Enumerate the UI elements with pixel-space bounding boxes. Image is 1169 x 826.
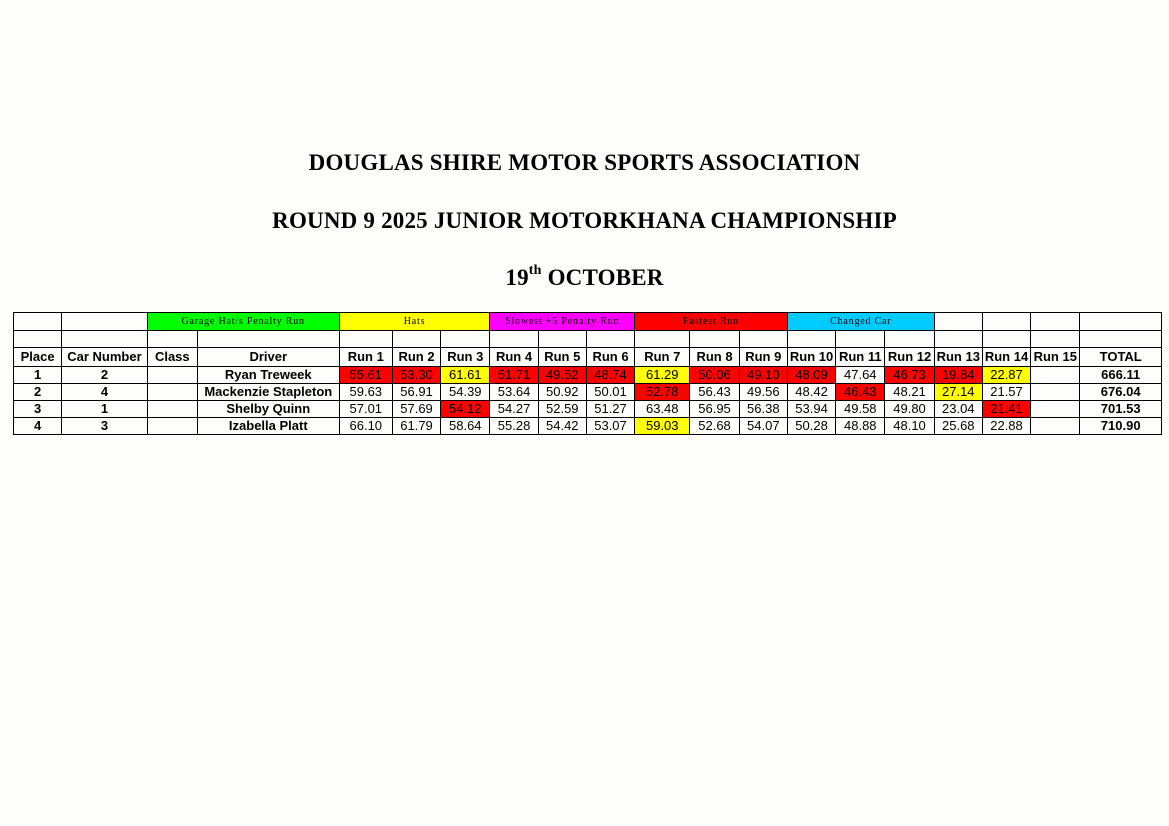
spacer-cell <box>836 331 885 348</box>
run-time-cell: 50.06 <box>690 367 739 384</box>
table-row <box>14 384 1162 401</box>
column-header: Class <box>147 348 197 367</box>
run-time-cell: 53.64 <box>490 384 538 401</box>
run-time-cell: 50.92 <box>538 384 586 401</box>
place-cell: 1 <box>14 367 62 384</box>
spacer-cell <box>197 331 339 348</box>
place-cell: 4 <box>14 418 62 435</box>
driver-cell: Shelby Quinn <box>197 401 339 418</box>
legend-empty-cell <box>1031 313 1080 331</box>
spacer-cell <box>538 331 586 348</box>
run-time-cell: 57.69 <box>392 401 440 418</box>
run-time-cell: 54.39 <box>441 384 490 401</box>
run-time-cell: 66.10 <box>339 418 392 435</box>
car-number-cell: 3 <box>62 418 147 435</box>
spacer-row <box>14 331 1162 348</box>
column-header: Car Number <box>62 348 147 367</box>
column-header: Run 2 <box>392 348 440 367</box>
car-number-cell: 1 <box>62 401 147 418</box>
run-time-cell: 23.04 <box>934 401 982 418</box>
run-time-cell: 48.10 <box>885 418 934 435</box>
run-time-cell: 21.57 <box>982 384 1030 401</box>
spacer-cell <box>739 331 787 348</box>
column-header: Run 9 <box>739 348 787 367</box>
legend-fastest-run: Fastest Run <box>635 313 788 331</box>
column-header: Run 7 <box>635 348 690 367</box>
run-time-cell: 50.01 <box>586 384 634 401</box>
run-time-cell: 56.95 <box>690 401 739 418</box>
run-time-cell: 61.79 <box>392 418 440 435</box>
run-time-cell: 48.42 <box>787 384 835 401</box>
car-number-cell: 4 <box>62 384 147 401</box>
run-time-cell: 56.91 <box>392 384 440 401</box>
run-time-cell <box>1031 401 1080 418</box>
championship-title: ROUND 9 2025 JUNIOR MOTORKHANA CHAMPIONSHIP <box>272 208 897 233</box>
spacer-cell <box>490 331 538 348</box>
run-time-cell: 54.42 <box>538 418 586 435</box>
run-time-cell: 50.28 <box>787 418 835 435</box>
date-month: OCTOBER <box>547 265 664 290</box>
place-cell: 3 <box>14 401 62 418</box>
run-time-cell: 59.63 <box>339 384 392 401</box>
run-time-cell: 56.38 <box>739 401 787 418</box>
run-time-cell: 48.74 <box>586 367 634 384</box>
class-cell <box>147 367 197 384</box>
table-row <box>14 367 1162 384</box>
class-cell <box>147 401 197 418</box>
run-time-cell: 53.94 <box>787 401 835 418</box>
driver-cell: Izabella Platt <box>197 418 339 435</box>
run-time-cell: 56.43 <box>690 384 739 401</box>
legend-changed-car: Changed Car <box>787 313 934 331</box>
run-time-cell: 53.07 <box>586 418 634 435</box>
run-time-cell: 19.84 <box>934 367 982 384</box>
place-cell: 2 <box>14 384 62 401</box>
run-time-cell: 54.07 <box>739 418 787 435</box>
table-row <box>14 401 1162 418</box>
run-time-cell: 48.09 <box>787 367 835 384</box>
legend-garage-hat-penalty: Garage Hat/s Penalty Run <box>147 313 339 331</box>
column-header: Place <box>14 348 62 367</box>
run-time-cell: 58.64 <box>441 418 490 435</box>
class-cell <box>147 418 197 435</box>
spacer-cell <box>147 331 197 348</box>
run-time-cell: 55.61 <box>339 367 392 384</box>
run-time-cell: 52.68 <box>690 418 739 435</box>
run-time-cell: 63.48 <box>635 401 690 418</box>
column-header: Run 6 <box>586 348 634 367</box>
spacer-cell <box>586 331 634 348</box>
run-time-cell: 54.27 <box>490 401 538 418</box>
run-time-cell <box>1031 384 1080 401</box>
car-number-cell: 2 <box>62 367 147 384</box>
run-time-cell: 52.59 <box>538 401 586 418</box>
association-title: DOUGLAS SHIRE MOTOR SPORTS ASSOCIATION <box>308 150 861 175</box>
driver-cell: Mackenzie Stapleton <box>197 384 339 401</box>
spacer-cell <box>1080 331 1162 348</box>
total-cell: 666.11 <box>1080 367 1162 384</box>
spacer-cell <box>392 331 440 348</box>
run-time-cell: 48.88 <box>836 418 885 435</box>
run-time-cell: 46.43 <box>836 384 885 401</box>
spacer-cell <box>339 331 392 348</box>
column-header: Run 12 <box>885 348 934 367</box>
run-time-cell: 49.58 <box>836 401 885 418</box>
legend-row <box>14 313 1162 331</box>
run-time-cell: 22.88 <box>982 418 1030 435</box>
spacer-cell <box>1031 331 1080 348</box>
run-time-cell: 51.27 <box>586 401 634 418</box>
column-header: Run 13 <box>934 348 982 367</box>
run-time-cell: 57.01 <box>339 401 392 418</box>
driver-cell: Ryan Treweek <box>197 367 339 384</box>
total-cell: 676.04 <box>1080 384 1162 401</box>
total-cell: 701.53 <box>1080 401 1162 418</box>
legend-empty-cell <box>62 313 147 331</box>
column-header: Run 11 <box>836 348 885 367</box>
column-header: Run 5 <box>538 348 586 367</box>
date-day: 19 <box>505 265 529 290</box>
results-table <box>13 312 1162 435</box>
run-time-cell: 49.56 <box>739 384 787 401</box>
run-time-cell: 21.41 <box>982 401 1030 418</box>
run-time-cell: 55.28 <box>490 418 538 435</box>
column-header: Run 1 <box>339 348 392 367</box>
class-cell <box>147 384 197 401</box>
spacer-cell <box>885 331 934 348</box>
spacer-cell <box>441 331 490 348</box>
run-time-cell: 46.73 <box>885 367 934 384</box>
run-time-cell: 49.52 <box>538 367 586 384</box>
run-time-cell: 53.30 <box>392 367 440 384</box>
header-row <box>14 348 1162 367</box>
run-time-cell: 51.71 <box>490 367 538 384</box>
event-date <box>0 265 1169 291</box>
spacer-cell <box>62 331 147 348</box>
spacer-cell <box>690 331 739 348</box>
column-header: Run 3 <box>441 348 490 367</box>
total-cell: 710.90 <box>1080 418 1162 435</box>
legend-hats: Hats <box>339 313 490 331</box>
run-time-cell <box>1031 367 1080 384</box>
run-time-cell: 54.12 <box>441 401 490 418</box>
date-suffix: th <box>528 263 542 278</box>
run-time-cell: 27.14 <box>934 384 982 401</box>
spacer-cell <box>635 331 690 348</box>
table-row <box>14 418 1162 435</box>
column-header: Run 8 <box>690 348 739 367</box>
spacer-cell <box>787 331 835 348</box>
legend-empty-cell <box>1080 313 1162 331</box>
run-time-cell: 61.29 <box>635 367 690 384</box>
spacer-cell <box>982 331 1030 348</box>
run-time-cell: 49.10 <box>739 367 787 384</box>
spacer-cell <box>14 331 62 348</box>
run-time-cell: 61.61 <box>441 367 490 384</box>
run-time-cell: 59.03 <box>635 418 690 435</box>
run-time-cell: 52.78 <box>635 384 690 401</box>
column-header: Run 4 <box>490 348 538 367</box>
run-time-cell: 22.87 <box>982 367 1030 384</box>
run-time-cell: 49.80 <box>885 401 934 418</box>
run-time-cell: 48.21 <box>885 384 934 401</box>
column-header: Driver <box>197 348 339 367</box>
legend-empty-cell <box>934 313 982 331</box>
legend-empty-cell <box>982 313 1030 331</box>
run-time-cell: 47.64 <box>836 367 885 384</box>
column-header: TOTAL <box>1080 348 1162 367</box>
run-time-cell: 25.68 <box>934 418 982 435</box>
legend-slowest-penalty: Slowest +5 Penalty Run <box>490 313 635 331</box>
run-time-cell <box>1031 418 1080 435</box>
spacer-cell <box>934 331 982 348</box>
column-header: Run 10 <box>787 348 835 367</box>
legend-empty-cell <box>14 313 62 331</box>
column-header: Run 15 <box>1031 348 1080 367</box>
column-header: Run 14 <box>982 348 1030 367</box>
